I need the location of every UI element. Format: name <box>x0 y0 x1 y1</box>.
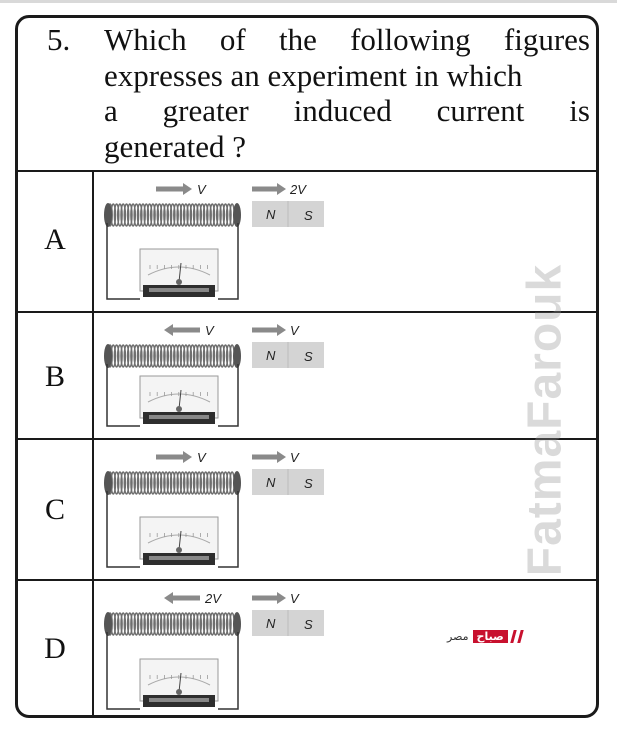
coil-velocity-label: V <box>205 323 214 338</box>
south-pole-label: S <box>304 476 313 491</box>
coil-icon <box>104 344 241 368</box>
coil-velocity-label: V <box>197 182 206 197</box>
question-word: greater <box>162 93 249 128</box>
top-rule <box>0 0 617 3</box>
option-letter-c: C <box>44 493 65 526</box>
south-pole-label: S <box>304 349 313 364</box>
wire <box>218 491 238 567</box>
magnet-motion-arrow-icon <box>252 324 286 336</box>
question-line-1 <box>104 22 590 58</box>
coil-icon <box>104 471 241 495</box>
north-pole-label: N <box>266 207 276 222</box>
magnet-velocity-label: 2V <box>290 182 306 197</box>
south-pole-label: S <box>304 208 313 223</box>
figure-option-d <box>94 581 599 718</box>
galvanometer-icon <box>140 659 218 707</box>
question-word: the <box>278 22 317 57</box>
south-pole-label: S <box>304 617 313 632</box>
logo-text-dark: مصر <box>447 630 469 643</box>
bar-magnet-icon <box>252 469 324 495</box>
question-line-4: generated ? <box>104 129 246 164</box>
question-line-3 <box>104 93 590 129</box>
magnet-motion-arrow-icon <box>252 451 286 463</box>
north-pole-label: N <box>266 616 276 631</box>
coil-motion-arrow-icon <box>156 183 192 195</box>
option-letter-a: A <box>44 223 66 256</box>
galvanometer-icon <box>140 517 218 565</box>
question-number: 5. <box>47 22 71 57</box>
question-line-2: expresses an experiment in which <box>104 58 523 93</box>
question-word: of <box>219 22 246 57</box>
option-letter-b: B <box>44 360 65 393</box>
question-card <box>15 15 599 718</box>
bar-magnet-icon <box>252 342 324 368</box>
wire <box>107 364 140 426</box>
wire <box>218 632 238 709</box>
question-word: a <box>104 93 118 128</box>
question-word: is <box>569 93 590 128</box>
bar-magnet-icon <box>252 201 324 227</box>
question-word: following <box>350 22 471 57</box>
magnet-velocity-label: V <box>290 450 299 465</box>
coil-icon <box>104 203 241 227</box>
magnet-motion-arrow-icon <box>252 183 286 195</box>
north-pole-label: N <box>266 348 276 363</box>
coil-velocity-label: V <box>197 450 206 465</box>
bar-magnet-icon <box>252 610 324 636</box>
coil-velocity-label: 2V <box>205 591 221 606</box>
coil-motion-arrow-icon <box>164 592 200 604</box>
wire <box>218 223 238 299</box>
question-word: Which <box>104 22 187 57</box>
galvanometer-icon <box>140 249 218 297</box>
coil-motion-arrow-icon <box>156 451 192 463</box>
wire <box>218 364 238 426</box>
magnet-velocity-label: V <box>290 323 299 338</box>
coil-icon <box>104 612 241 636</box>
magnet-velocity-label: V <box>290 591 299 606</box>
coil-motion-arrow-icon <box>164 324 200 336</box>
question-word: induced <box>293 93 392 128</box>
wire <box>107 491 140 567</box>
watermark-text: FatmaFarouk <box>518 263 572 577</box>
magnet-motion-arrow-icon <box>252 592 286 604</box>
logo-text-red: صباح <box>473 630 508 643</box>
option-letter-d: D <box>44 632 66 665</box>
north-pole-label: N <box>266 475 276 490</box>
question-word: figures <box>503 22 590 57</box>
logo-bar-icon <box>510 630 516 643</box>
question-word: current <box>436 93 525 128</box>
galvanometer-icon <box>140 376 218 424</box>
wire <box>107 632 140 709</box>
publisher-logo <box>447 630 522 643</box>
wire <box>107 223 140 299</box>
